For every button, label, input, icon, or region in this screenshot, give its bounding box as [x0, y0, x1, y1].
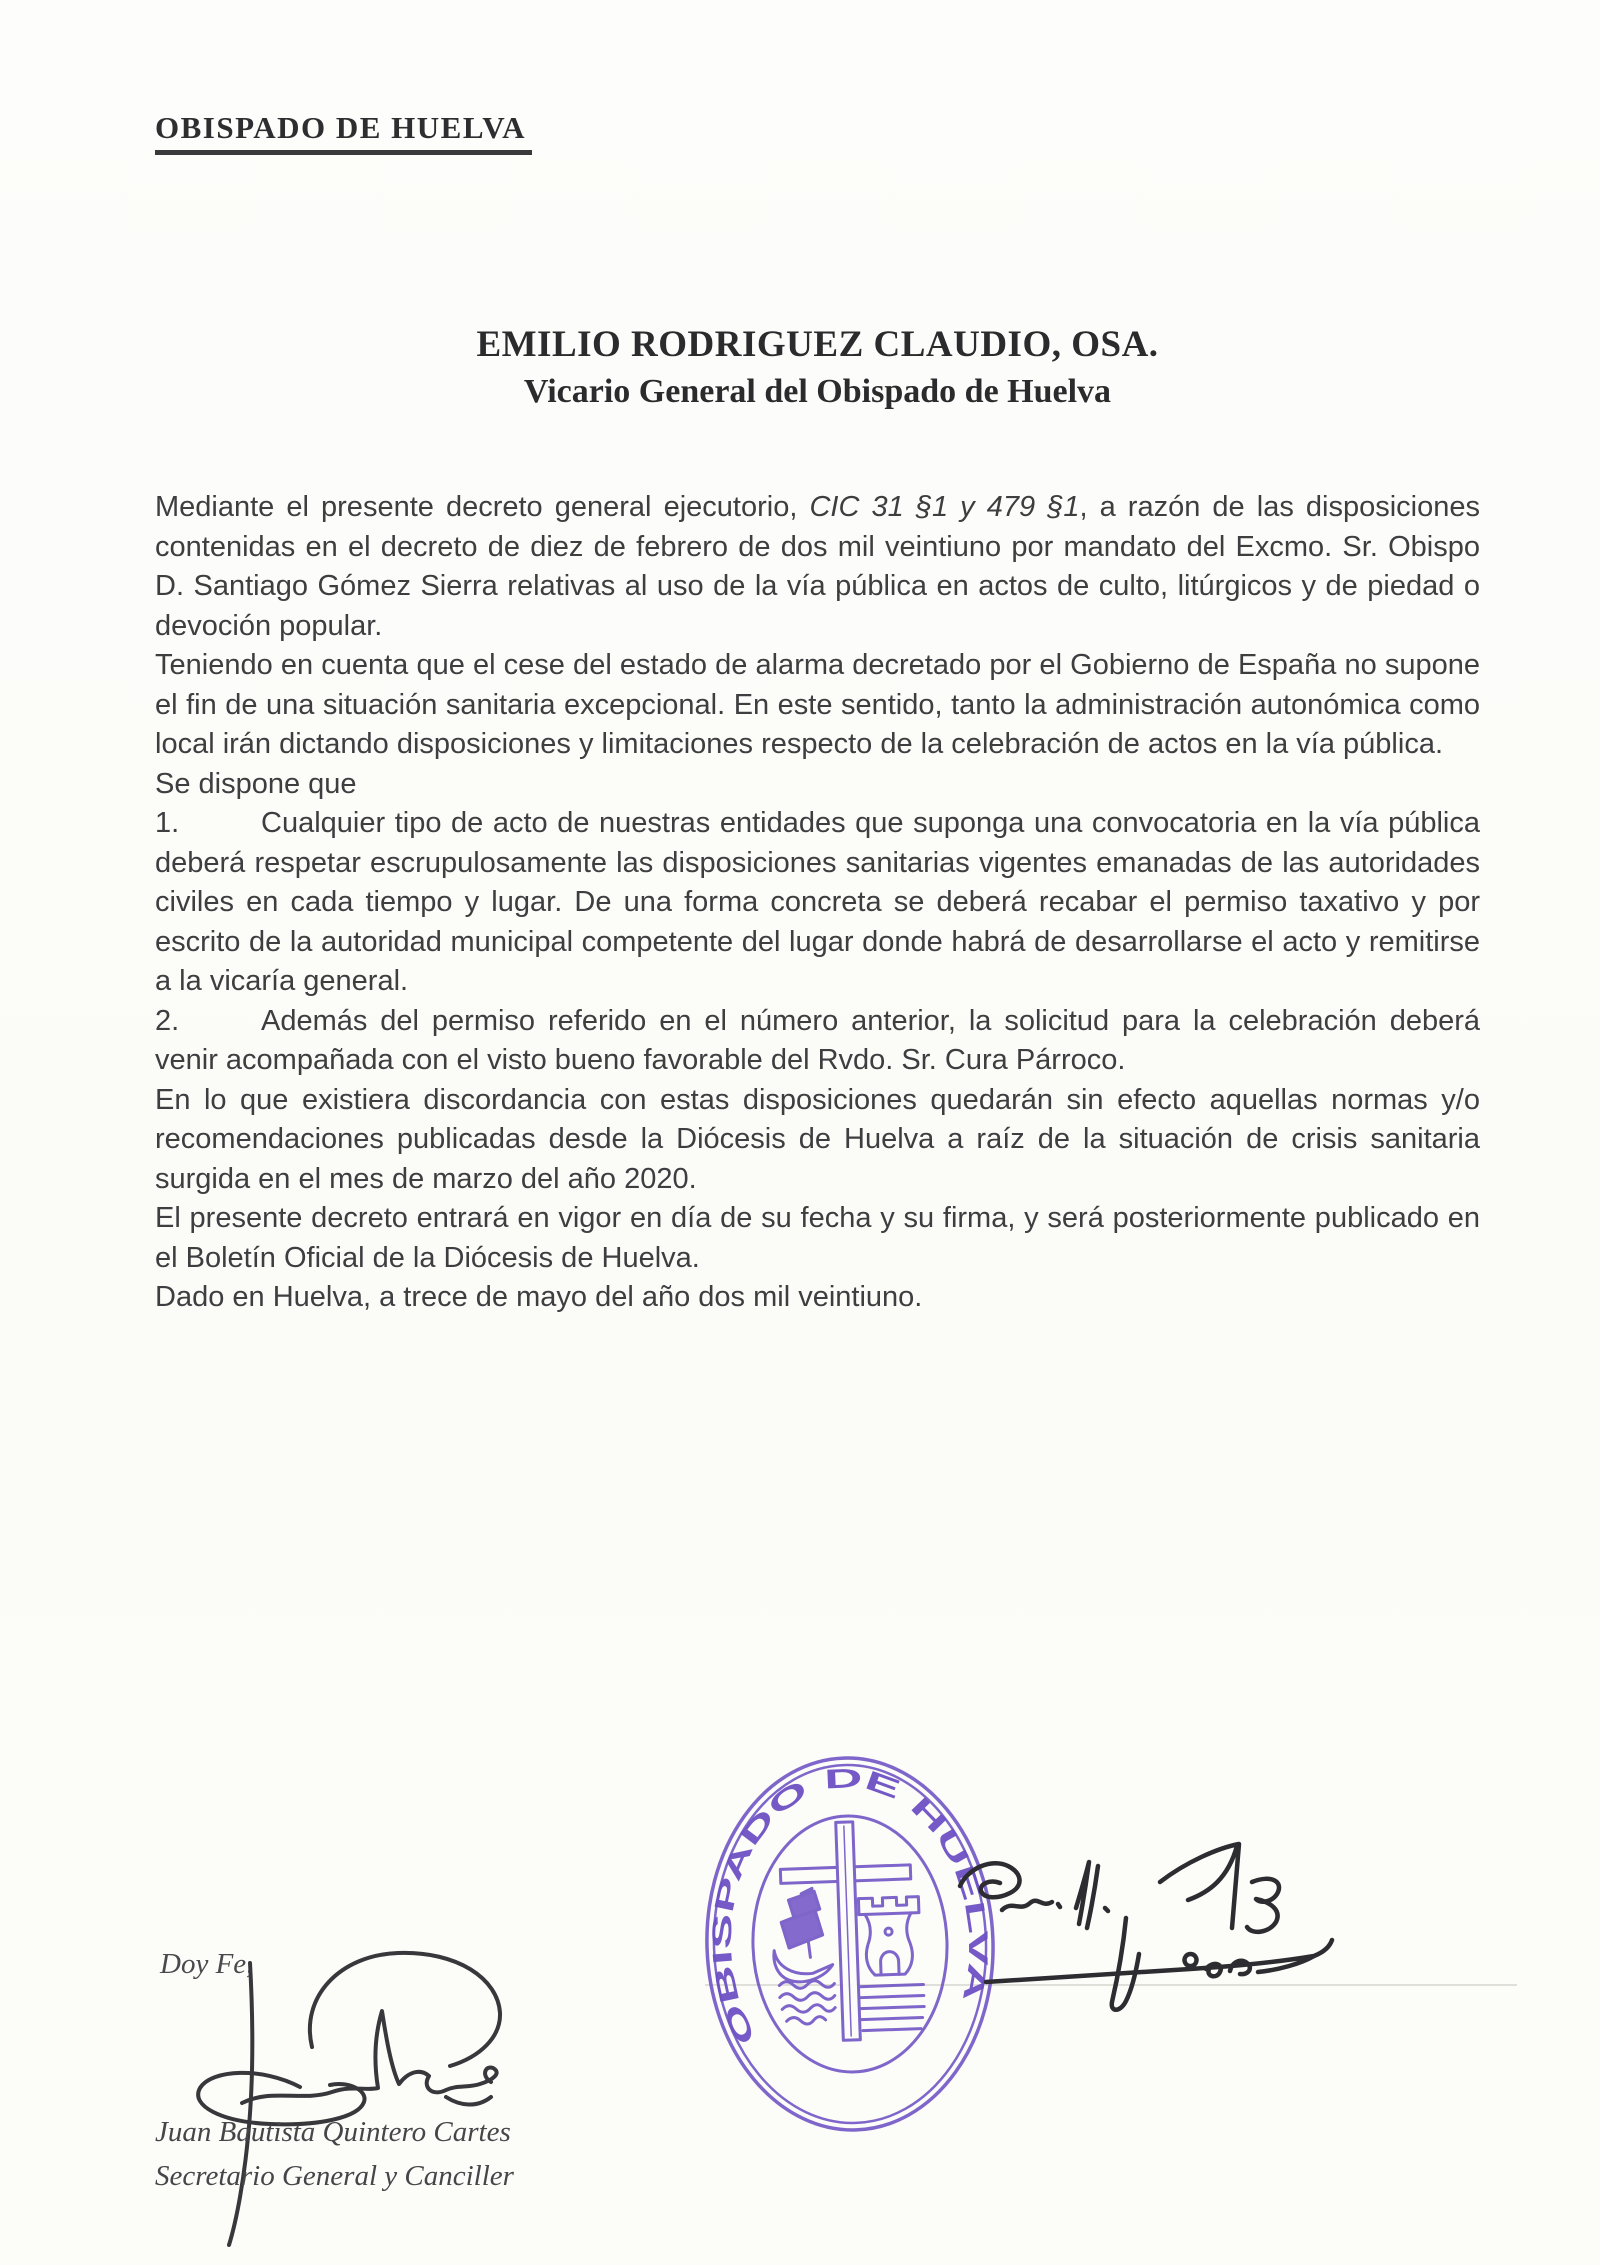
paragraph-dado: Dado en Huelva, a trece de mayo del año dos mil veintiuno. [155, 1281, 923, 1313]
item-2-number: 2. [155, 1004, 180, 1037]
decree-item-2 [155, 1002, 1480, 1081]
paragraph-vigor: El presente decreto entrará en vigor en día de su fecha y su firma, y será posteriormente publicado en el Boletín Oficial de la Diócesis de Huelva. [155, 1202, 1480, 1274]
canon-citation: CIC 31 §1 y 479 §1 [809, 491, 1080, 523]
attestation-label: Doy Fe, [160, 1948, 254, 1980]
secretary-name: Juan Bautista Quintero Cartes [155, 2116, 511, 2148]
stamp-waves [779, 1980, 835, 2025]
secretary-signature [150, 1925, 570, 2265]
item-2-text: Además del permiso referido en el número anterior, la solicitud para la celebración deberá venir acompañada con el visto bueno favorable del Rvdo. Sr. Cura Párroco. [155, 1004, 1480, 1076]
vicar-general-signature [940, 1820, 1500, 2100]
author-role: Vicario General del Obispado de Huelva [523, 373, 1112, 410]
item-1-text: Cualquier tipo de acto de nuestras entidades que suponga una convocatoria en la vía pública deberá respetar escrupulosamente las disposiciones sanitarias vigentes emanadas de las autoridades civiles en cada tiempo y lugar. De una forma concreta se deberá recabar el permiso taxativo y por escrito de la autoridad municipal competente del lugar donde habrá de desarrollarse el acto y remitirse a la vicaría general. [155, 807, 1480, 997]
stamp-tower-body [865, 1913, 913, 1976]
stamp-tower-arch [880, 1951, 899, 1975]
intro-text-pre: Mediante el presente decreto general ejecutorio, [155, 491, 810, 523]
stamp-tower-window [885, 1928, 892, 1935]
document-body [155, 488, 1480, 1318]
paragraph-dispone: Se dispone que [155, 767, 357, 800]
stamp-arc-text: OBISPADO DE HUELVA [706, 1763, 994, 2050]
stamp-base-bars [859, 1984, 924, 2030]
paragraph-discordancia: En lo que existiera discordancia con estas disposiciones quedarán sin efecto aquellas normas y/o recomendaciones publicadas desde la Diócesis de Huelva a raíz de la situación de crisis sanitaria surgida en el mes de marzo del año 2020. [155, 1083, 1480, 1195]
paragraph-intro [155, 488, 1480, 646]
document-heading [155, 322, 1480, 414]
paragraph-context: Teniendo en cuenta que el cese del estado de alarma decretado por el Gobierno de España no supone el fin de una situación sanitaria excepcional. En este sentido, tanto la administración autonómica como local irán dictando disposiciones y limitaciones respecto de la celebración de actos en la vía pública. [155, 649, 1480, 760]
author-name: EMILIO RODRIGUEZ CLAUDIO, OSA. [476, 324, 1159, 365]
decree-item-1 [155, 804, 1480, 1002]
secretary-identity [155, 2110, 514, 2198]
letterhead: OBISPADO DE HUELVA [155, 110, 532, 155]
secretary-title: Secretario General y Canciller [155, 2160, 514, 2192]
intro-text-post: , a razón de las disposiciones contenidas en el decreto de diez de febrero de dos mil veintiuno por mandato del Excmo. Sr. Obispo D. Santiago Gómez Sierra relativas al uso de la vía pública en actos de culto, litúrgicos y de piedad o devoción popular. [155, 491, 1480, 642]
stamp-ship-hull [774, 1949, 834, 1983]
item-1-number: 1. [155, 807, 180, 839]
